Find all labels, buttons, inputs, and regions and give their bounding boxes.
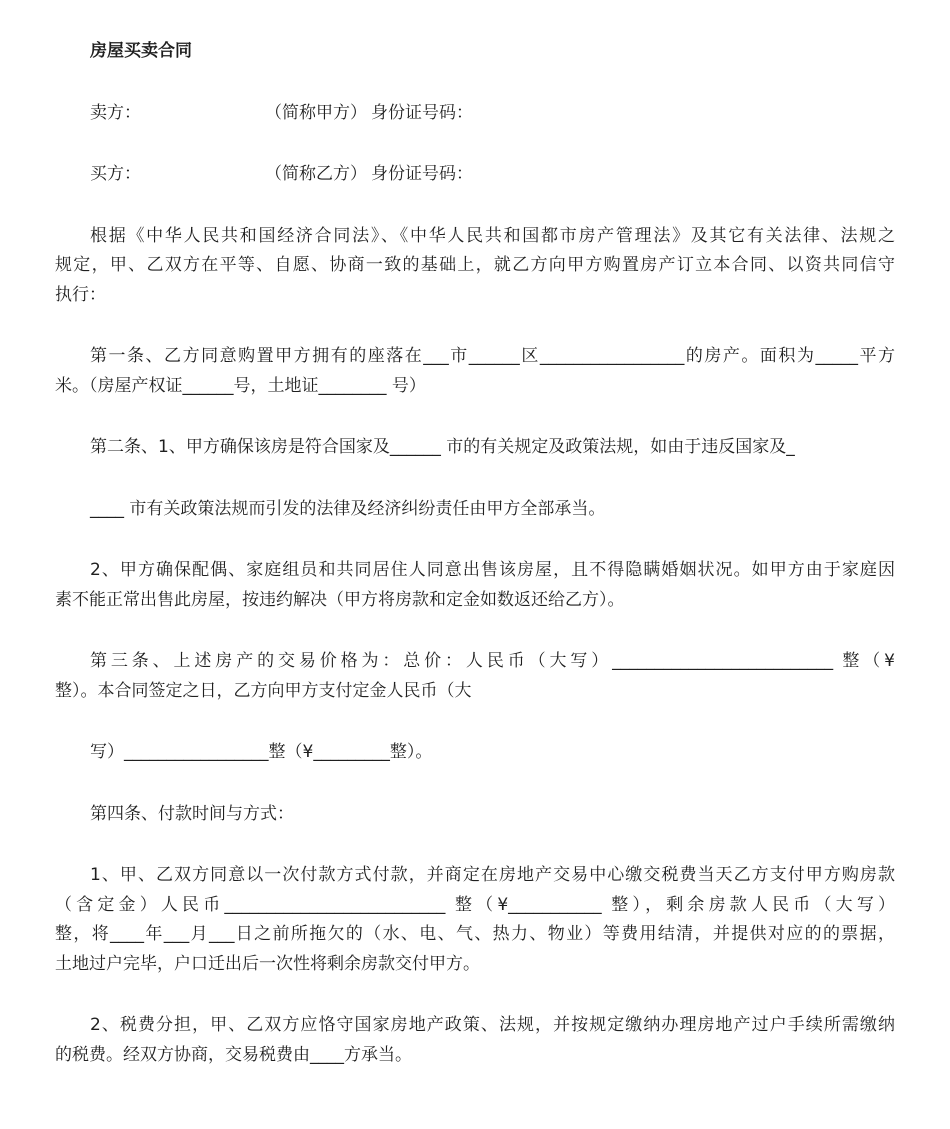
seller-label: 卖方： <box>90 102 141 123</box>
article-2-clause-2-line: 2、甲方确保配偶、家庭组员和共同居住人同意出售该房屋，且不得隐瞒婚姻状况。如甲方由于家庭因 <box>90 560 895 580</box>
seller-alias: （简称甲方） <box>265 102 367 123</box>
article-1-line: 第一条、乙方同意购置甲方拥有的座落在___市______区_________________的房产。面积为_____平方 <box>90 346 895 366</box>
article-2-clause-1-line: 第二条、1、甲方确保该房是符合国家及______ 市的有关规定及政策法规，如由于违反国家及_ <box>90 437 795 457</box>
buyer-line <box>55 160 895 190</box>
preamble-paragraph <box>55 222 895 311</box>
buyer-row <box>55 160 895 190</box>
preamble-line: 根据《中华人民共和国经济合同法》、《中华人民共和国都市房产管理法》及其它有关法律、法规之 <box>90 225 895 246</box>
title-block <box>55 37 895 67</box>
article-1-line: 米。（房屋产权证______号，土地证________ 号） <box>55 375 426 396</box>
article-4-clause-1 <box>55 861 895 979</box>
article-4-clause-1-line: 1、甲、乙双方同意以一次付款方式付款，并商定在房地产交易中心缴交税费当天乙方支付甲方购房款 <box>90 865 895 885</box>
document-title: 房屋买卖合同 <box>90 41 192 61</box>
article-4-clause-2 <box>55 1011 895 1070</box>
article-2-clause-1-continued-line: ____ 市有关政策法规而引发的法律及经济纠纷责任由甲方全部承当。 <box>90 498 606 519</box>
article-1-paragraph <box>55 342 895 401</box>
seller-id-label: 身份证号码： <box>371 102 473 123</box>
article-4-clause-1-line: 整，将____年___月___日之前所拖欠的（水、电、气、热力、物业）等费用结清，并提供对应的的票据， <box>55 924 895 944</box>
article-4-heading-line: 第四条、付款时间与方式： <box>90 803 294 824</box>
article-2-clause-2-line: 素不能正常出售此房屋，按违约解决（甲方将房款和定金如数返还给乙方）。 <box>55 589 625 610</box>
article-3-price-line: 整）。本合同签定之日，乙方向甲方支付定金人民币（大 <box>55 680 472 701</box>
article-4-heading <box>55 800 895 830</box>
seller-line <box>55 99 895 129</box>
preamble-line: 规定，甲、乙双方在平等、自愿、协商一致的基础上，就乙方向甲方购置房产订立本合同、以资共同信守 <box>55 255 895 275</box>
preamble-line: 执行： <box>55 284 106 305</box>
article-4-clause-2-line: 2、税费分担，甲、乙双方应恪守国家房地产政策、法规，并按规定缴纳办理房地产过户手续所需缴纳 <box>90 1015 895 1035</box>
article-3-deposit-line: 写）_________________整（¥_________整）。 <box>90 742 433 762</box>
article-3-deposit <box>55 738 895 768</box>
article-4-clause-1-line: （含定金）人民币__________________________ 整（¥___________ 整），剩余房款人民币（大写） <box>55 894 895 915</box>
article-4-clause-2-line: 的税费。经双方协商，交易税费由____方承当。 <box>55 1044 412 1065</box>
buyer-id-label: 身份证号码： <box>371 164 473 184</box>
article-3-price <box>55 647 895 706</box>
seller-row <box>55 99 895 129</box>
article-2-clause-1 <box>55 433 895 463</box>
article-2-clause-2 <box>55 556 895 615</box>
buyer-label: 买方： <box>90 164 141 184</box>
article-2-clause-1-continued <box>55 495 895 525</box>
article-3-price-line: 第三条、上述房产的交易价格为：总价：人民币（大写）__________________________ 整（¥ <box>90 651 895 671</box>
article-4-clause-1-line: 土地过户完毕，户口迁出后一次性将剩余房款交付甲方。 <box>55 953 480 974</box>
buyer-alias: （简称乙方） <box>265 164 367 184</box>
